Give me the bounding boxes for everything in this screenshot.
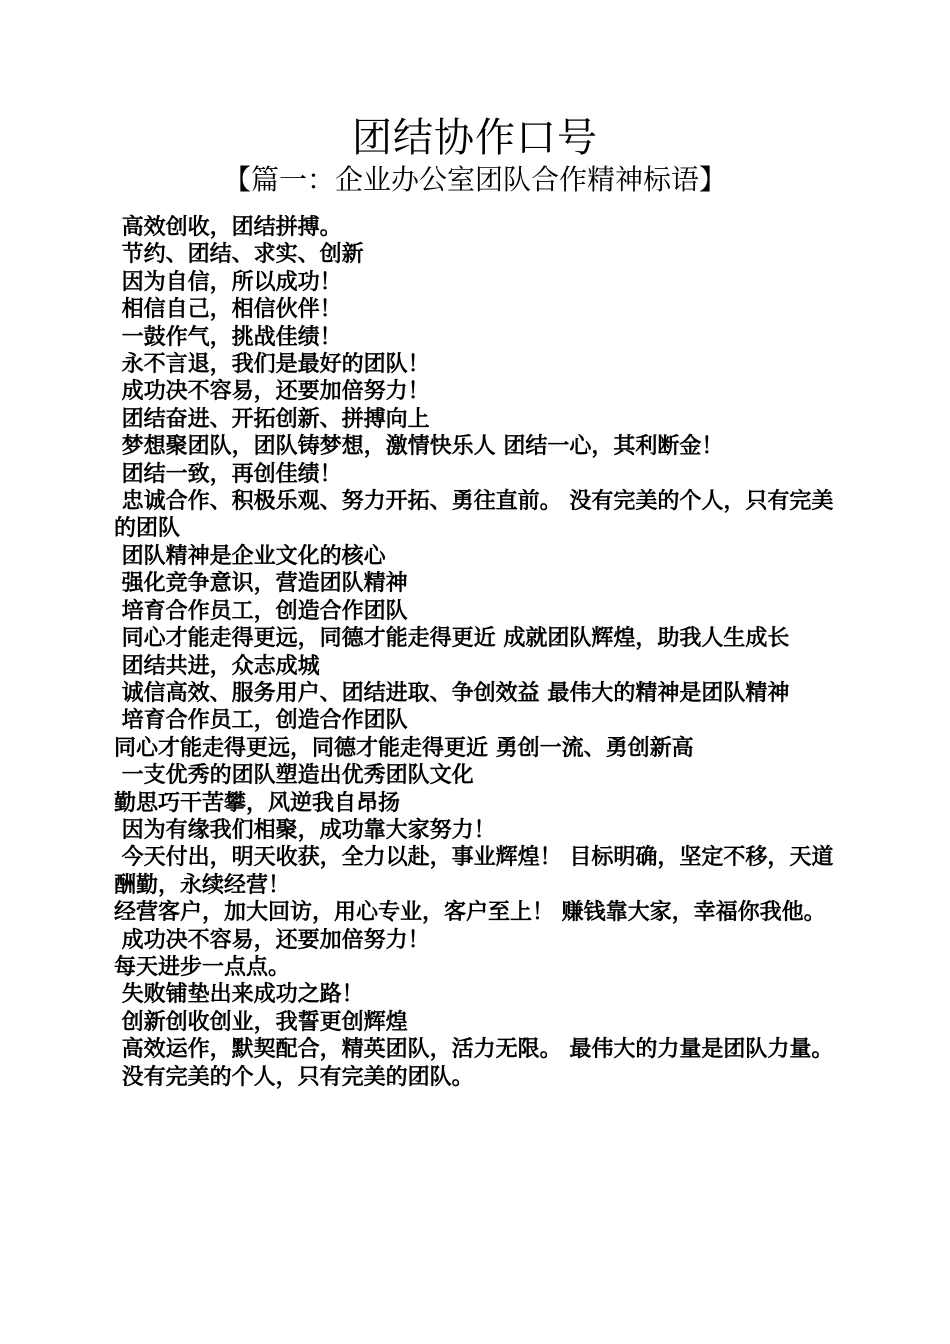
slogan-line: 创新创收创业，我誓更创辉煌 [114,1009,408,1035]
slogan-list [114,214,842,1091]
slogan-line: 团队精神是企业文化的核心 [114,543,386,569]
slogan-line: 成功决不容易，还要加倍努力！ [114,379,430,405]
slogan-line: 经营客户，加大回访，用心专业，客户至上！ 赚钱靠大家，幸福你我他。 [114,900,826,926]
document-title: 团结协作口号 [352,115,598,161]
slogan-line: 相信自己，相信伙伴！ [114,297,342,323]
slogan-line: 诚信高效、服务用户、团结进取、争创效益 最伟大的精神是团队精神 [114,680,790,706]
slogan-line: 培育合作员工，创造合作团队 [114,708,408,734]
slogan-line: 一支优秀的团队塑造出优秀团队文化 [114,763,474,789]
document-subtitle: 【篇一：企业办公室团队合作精神标语】 [222,163,727,196]
slogan-line: 团结共进，众志成城 [114,653,320,679]
slogan-line: 一鼓作气，挑战佳绩！ [114,324,342,350]
slogan-line: 同心才能走得更远，同德才能走得更近 勇创一流、勇创新高 [114,735,694,761]
slogan-line: 没有完美的个人，只有完美的团队。 [114,1064,474,1090]
slogan-line: 成功决不容易，还要加倍努力！ [114,927,430,953]
slogan-line: 团结一致，再创佳绩！ [114,461,342,487]
slogan-line: 同心才能走得更远，同德才能走得更近 成就团队辉煌，助我人生成长 [114,626,790,652]
slogan-line: 因为自信，所以成功！ [114,269,342,295]
slogan-line: 强化竞争意识，营造团队精神 [114,571,408,597]
slogan-line: 今天付出，明天收获，全力以赴，事业辉煌！ 目标明确，坚定不移，天道酬勤，永续经营！ [114,845,834,898]
slogan-line: 每天进步一点点。 [114,954,291,980]
slogan-line: 高效创收，团结拼搏。 [114,215,342,240]
slogan-line: 永不言退，我们是最好的团队！ [114,352,430,378]
slogan-line: 高效运作，默契配合，精英团队，活力无限。 最伟大的力量是团队力量。 [114,1037,834,1063]
slogan-line: 培育合作员工，创造合作团队 [114,598,408,624]
slogan-line: 因为有缘我们相聚，成功靠大家努力！ [114,817,496,843]
slogan-line: 梦想聚团队，团队铸梦想，激情快乐人 团结一心，其利断金！ [114,434,724,460]
slogan-line: 团结奋进、开拓创新、拼搏向上 [114,406,430,432]
slogan-line: 忠诚合作、积极乐观、努力开拓、勇往直前。 没有完美的个人，只有完美的团队 [114,489,834,542]
slogan-line: 节约、团结、求实、创新 [114,242,364,268]
slogan-line: 勤思巧干苦攀，风逆我自昂扬 [114,790,401,816]
slogan-line: 失败铺垫出来成功之路！ [114,982,364,1008]
